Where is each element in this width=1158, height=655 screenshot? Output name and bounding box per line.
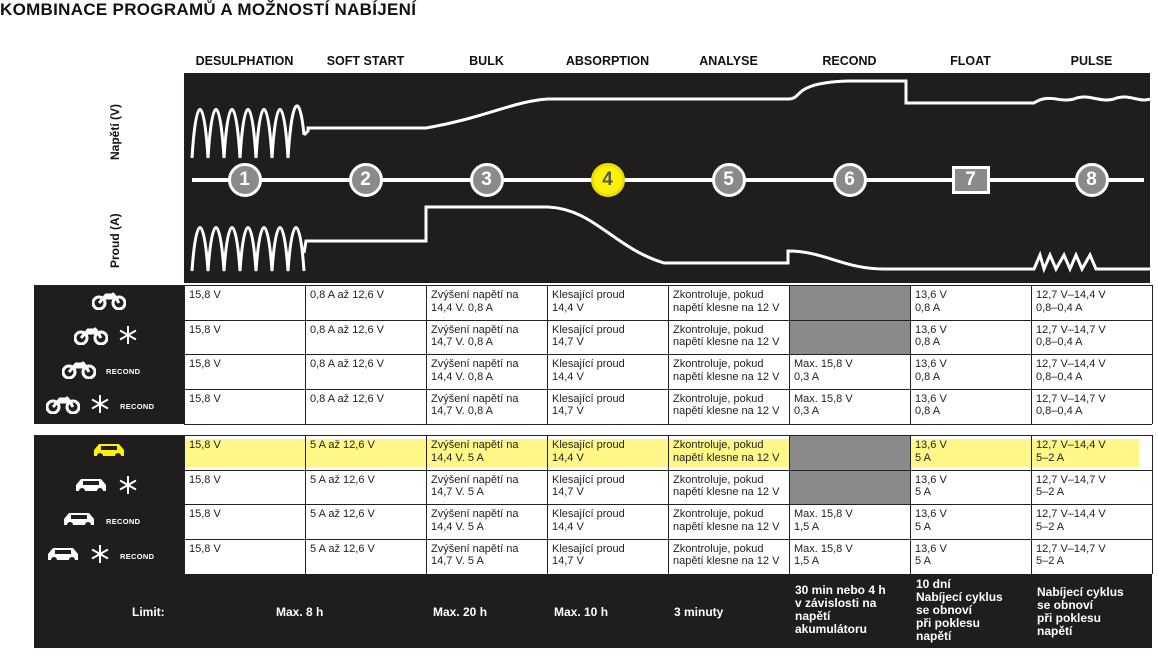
table-cell: 5 A až 12,6 V: [310, 439, 375, 451]
car-icon: [46, 544, 80, 569]
snowflake-icon: [90, 544, 110, 569]
limit-soft-start: Max. 8 h: [276, 605, 324, 619]
step-number: 7: [965, 169, 976, 190]
step-number: 1: [239, 169, 250, 190]
column-divider: [426, 285, 427, 424]
table-cell: Zkontroluje, pokud napětí klesne na 12 V: [673, 289, 780, 314]
table-cell: Zvýšení napětí na 14,7 V. 5 A: [431, 542, 519, 567]
table-cell: Max. 15,8 V 0,3 A: [794, 392, 853, 417]
table-cell: Klesající proud 14,4 V: [552, 508, 625, 533]
column-divider: [789, 285, 790, 424]
step-number: 5: [723, 169, 734, 190]
car-icon: [92, 440, 126, 465]
recond-label: RECOND: [106, 367, 141, 376]
table-cell: 13,6 V 5 A: [915, 439, 947, 464]
motorcycle-icon: [74, 325, 108, 350]
table-cell: 13,6 V 5 A: [915, 508, 947, 533]
column-divider: [184, 285, 185, 424]
voltage-line: [304, 81, 1150, 135]
limit-float: 10 dní Nabíjecí cyklus se obnoví při poklesu napětí: [916, 577, 1003, 643]
group-top-border: [34, 435, 1152, 436]
table-cell: 15,8 V: [189, 508, 221, 520]
table-cell: Zvýšení napětí na 14,7 V. 0,8 A: [431, 392, 519, 417]
table-cell: Zkontroluje, pokud napětí klesne na 12 V: [673, 473, 780, 498]
table-cell: Klesající proud 14,7 V: [552, 323, 625, 348]
step-1-marker: [228, 163, 262, 197]
step-number: 3: [481, 169, 492, 190]
table-cell: Zvýšení napětí na 14,4 V. 0,8 A: [431, 358, 519, 383]
table-cell: 15,8 V: [189, 473, 221, 486]
mode-car-1: [92, 440, 126, 465]
empty-cell: [790, 286, 910, 320]
column-divider: [547, 285, 548, 424]
table-cell: 12,7 V–14,7 V 5–2 A: [1036, 473, 1106, 498]
motorcycle-icon: [62, 359, 96, 384]
step-8-marker: [1075, 163, 1109, 197]
recond-label: RECOND: [120, 401, 155, 411]
table-cell: Zvýšení napětí na 14,4 V. 0,8 A: [431, 289, 519, 314]
motorcycle-group: [34, 285, 1152, 424]
table-cell: Zkontroluje, pokud napětí klesne na 12 V: [673, 439, 780, 464]
table-cell: 12,7 V–14,4 V 5–2 A: [1036, 439, 1106, 464]
step-5-marker: [712, 163, 746, 197]
table-cell: Klesající proud 14,7 V: [552, 542, 625, 567]
table-cell: Zkontroluje, pokud napětí klesne na 12 V: [673, 358, 780, 383]
column-divider: [1152, 285, 1153, 424]
table-cell: Zvýšení napětí na 14,4 V. 5 A: [431, 508, 519, 533]
limit-bulk: Max. 20 h: [433, 605, 488, 619]
table-cell: 15,8 V: [189, 289, 221, 301]
column-divider: [184, 435, 185, 574]
limit-analyse: 3 minuty: [674, 605, 724, 619]
phase-header-8: PULSE: [1070, 54, 1113, 68]
limit-pulse: Nabíjecí cyklus se obnoví při poklesu napětí: [1037, 585, 1124, 638]
table-cell: Zkontroluje, pokud napětí klesne na 12 V: [673, 323, 780, 348]
table-cell: 15,8 V: [189, 392, 221, 405]
table-cell: 12,7 V–14,7 V 5–2 A: [1036, 542, 1106, 567]
column-divider: [1152, 435, 1153, 574]
table-cell: Max. 15,8 V 1,5 A: [794, 542, 853, 567]
table-cell: Zvýšení napětí na 14,7 V. 0,8 A: [431, 323, 519, 348]
table-cell: 5 A až 12,6 V: [310, 542, 375, 555]
motorcycle-icon: [92, 290, 126, 315]
table-cell: 15,8 V: [189, 358, 221, 370]
mode-column: [34, 435, 184, 574]
empty-cell: [790, 436, 910, 470]
table-cell: 0,8 A až 12,6 V: [310, 289, 385, 301]
limit-label: Limit:: [132, 605, 165, 619]
table-cell: 5 A až 12,6 V: [310, 508, 375, 520]
snowflake-icon: [90, 394, 110, 419]
table-cell: Zvýšení napětí na 14,4 V. 5 A: [431, 439, 519, 464]
column-divider: [305, 285, 306, 424]
voltage-desulphation-wave: [192, 106, 304, 158]
phase-header-5: ANALYSE: [699, 54, 758, 68]
table-cell: Klesající proud 14,7 V: [552, 473, 625, 498]
table-cell: Klesající proud 14,4 V: [552, 439, 625, 464]
empty-cell: [790, 321, 910, 355]
limit-recond: 30 min nebo 4 h v závislosti na napětí akumulátoru: [795, 583, 886, 636]
car-icon: [62, 509, 96, 534]
table-cell: Max. 15,8 V 0,3 A: [794, 358, 853, 383]
current-axis-label: Proud (A): [108, 213, 122, 268]
recond-label: RECOND: [120, 551, 155, 561]
voltage-axis-label: Napětí (V): [108, 103, 122, 160]
mode-motorcycle-1: [92, 290, 126, 315]
mode-motorcycle-2: [74, 325, 138, 350]
column-divider: [547, 435, 548, 574]
step-number: 6: [844, 169, 855, 190]
table-cell: 0,8 A až 12,6 V: [310, 358, 385, 370]
table-cell: Zkontroluje, pokud napětí klesne na 12 V: [673, 392, 780, 417]
table-cell: 12,7 V–14,4 V 0,8–0,4 A: [1036, 358, 1106, 383]
table-cell: 0,8 A až 12,6 V: [310, 323, 385, 336]
group-top-border: [34, 285, 1152, 286]
step-2-marker: [349, 163, 383, 197]
table-cell: Zvýšení napětí na 14,7 V. 5 A: [431, 473, 519, 498]
snowflake-icon: [118, 325, 138, 350]
step-number: 2: [360, 169, 371, 190]
column-divider: [789, 435, 790, 574]
table-cell: 13,6 V 0,8 A: [915, 323, 947, 348]
table-cell: Klesající proud 14,4 V: [552, 358, 625, 383]
column-divider: [668, 435, 669, 574]
phase-header-7: FLOAT: [950, 54, 991, 68]
column-divider: [426, 435, 427, 574]
mode-motorcycle-3: [62, 359, 140, 384]
page-title: KOMBINACE PROGRAMŮ A MOŽNOSTÍ NABÍJENÍ: [0, 0, 417, 19]
step-6-marker: [833, 163, 867, 197]
column-divider: [1031, 435, 1032, 574]
current-desulphation-wave: [192, 228, 304, 272]
table-cell: 13,6 V 0,8 A: [915, 358, 947, 383]
phase-header-1: DESULPHATION: [195, 54, 294, 68]
limit-bar: [34, 574, 1152, 648]
table-cell: 15,8 V: [189, 439, 221, 451]
table-cell: 13,6 V 0,8 A: [915, 392, 947, 417]
table-cell: Zkontroluje, pokud napětí klesne na 12 V: [673, 542, 780, 567]
current-line: [304, 207, 1150, 269]
mode-car-2: [74, 475, 138, 500]
phase-header-4: ABSORPTION: [565, 54, 650, 68]
step-number: 4: [602, 169, 613, 190]
table-cell: Klesající proud 14,4 V: [552, 289, 625, 314]
mode-car-4: [46, 544, 154, 569]
column-divider: [910, 285, 911, 424]
step-number: 8: [1086, 169, 1097, 190]
table-cell: 13,6 V 0,8 A: [915, 289, 947, 314]
step-3-marker: [470, 163, 504, 197]
phase-header-3: BULK: [469, 54, 504, 68]
table-cell: 13,6 V 5 A: [915, 542, 947, 567]
table-cell: Zkontroluje, pokud napětí klesne na 12 V: [673, 508, 780, 533]
table-cell: 13,6 V 5 A: [915, 473, 947, 498]
charging-diagram: [184, 73, 1150, 283]
mode-car-3: [62, 509, 140, 534]
phase-header-6: RECOND: [822, 54, 877, 68]
column-divider: [910, 435, 911, 574]
table-cell: 12,7 V–14,7 V 0,8–0,4 A: [1036, 323, 1106, 348]
table-cell: 12,7 V–14,7 V 0,8–0,4 A: [1036, 392, 1106, 417]
step-7-marker: [952, 166, 990, 194]
table-cell: 0,8 A až 12,6 V: [310, 392, 385, 405]
car-icon: [74, 475, 108, 500]
table-cell: 15,8 V: [189, 542, 221, 555]
mode-motorcycle-4: [46, 394, 154, 419]
car-group: [34, 435, 1152, 574]
empty-cell: [790, 471, 910, 505]
recond-label: RECOND: [106, 517, 141, 526]
limit-absorption: Max. 10 h: [554, 605, 609, 619]
table-cell: Max. 15,8 V 1,5 A: [794, 508, 853, 533]
table-cell: Klesající proud 14,7 V: [552, 392, 625, 417]
column-divider: [668, 285, 669, 424]
step-4-marker: [591, 163, 625, 197]
table-cell: 12,7 V–14,4 V 5–2 A: [1036, 508, 1106, 533]
column-divider: [305, 435, 306, 574]
motorcycle-icon: [46, 394, 80, 419]
table-cell: 15,8 V: [189, 323, 221, 336]
mode-column: [34, 285, 184, 424]
phase-header-2: SOFT START: [326, 54, 405, 68]
snowflake-icon: [118, 475, 138, 500]
table-cell: 5 A až 12,6 V: [310, 473, 375, 486]
column-divider: [1031, 285, 1032, 424]
table-cell: 12,7 V–14,4 V 0,8–0,4 A: [1036, 289, 1106, 314]
